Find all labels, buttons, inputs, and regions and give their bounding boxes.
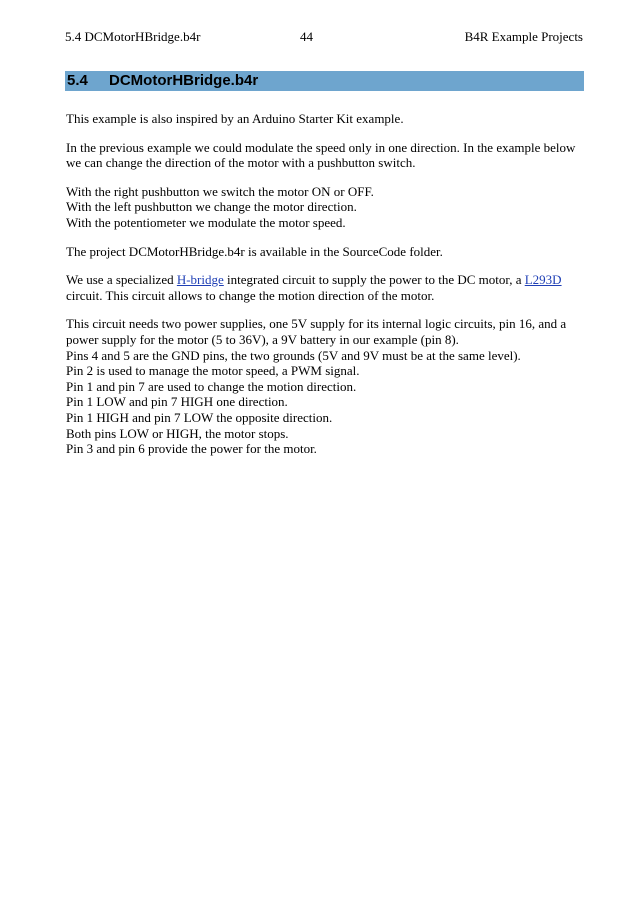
pins-line: Pin 3 and pin 6 provide the power for the motor. [66, 441, 317, 457]
controls-line: With the potentiometer we modulate the motor speed. [66, 214, 346, 230]
header-book-title: B4R Example Projects [464, 29, 583, 44]
h-bridge-link[interactable]: H-bridge [176, 272, 224, 288]
paragraph-controls [66, 184, 582, 231]
paragraph-source: The project DCMotorHBridge.b4r is available in the SourceCode folder. [66, 243, 443, 259]
paragraph-hbridge [66, 272, 582, 303]
pins-line: Pin 1 and pin 7 are used to change the motion direction. [66, 378, 357, 394]
section-body [66, 111, 582, 470]
header-chapter: 5.4 DCMotorHBridge.b4r [65, 29, 201, 44]
pins-line: Pin 1 LOW and pin 7 HIGH one direction. [66, 394, 288, 410]
header-page-number: 44 [300, 29, 313, 44]
controls-line: With the right pushbutton we switch the motor ON or OFF. [66, 183, 374, 199]
pins-line: Both pins LOW or HIGH, the motor stops. [66, 425, 289, 441]
paragraph-direction: In the previous example we could modulate the speed only in one direction. In the example below we can change the direction of the motor with a pushbutton switch. [66, 139, 576, 171]
section-heading [65, 71, 584, 91]
paragraph-intro: This example is also inspired by an Arduino Starter Kit example. [66, 111, 404, 126]
section-number: 5.4 [67, 72, 88, 89]
l293d-link[interactable]: L293D [524, 272, 562, 288]
page-header [65, 28, 583, 46]
hbridge-text: integrated circuit to supply the power to the DC motor, a [223, 272, 525, 288]
hbridge-text: We use a specialized [66, 272, 177, 288]
pins-line: Pin 1 HIGH and pin 7 LOW the opposite direction. [66, 409, 333, 425]
pins-line: This circuit needs two power supplies, one 5V supply for its internal logic circuits, pin 16, and a power supply for the motor (5 to 36V), a 9V battery in our example (pin 8). [66, 316, 567, 347]
paragraph-pins [66, 316, 582, 456]
section-title: DCMotorHBridge.b4r [109, 72, 259, 89]
pins-line: Pin 2 is used to manage the motor speed, a PWM signal. [66, 363, 360, 379]
controls-line: With the left pushbutton we change the motor direction. [66, 199, 357, 215]
pins-line: Pins 4 and 5 are the GND pins, the two grounds (5V and 9V must be at the same level). [66, 347, 521, 363]
hbridge-text: circuit. This circuit allows to change the motion direction of the motor. [66, 287, 435, 303]
